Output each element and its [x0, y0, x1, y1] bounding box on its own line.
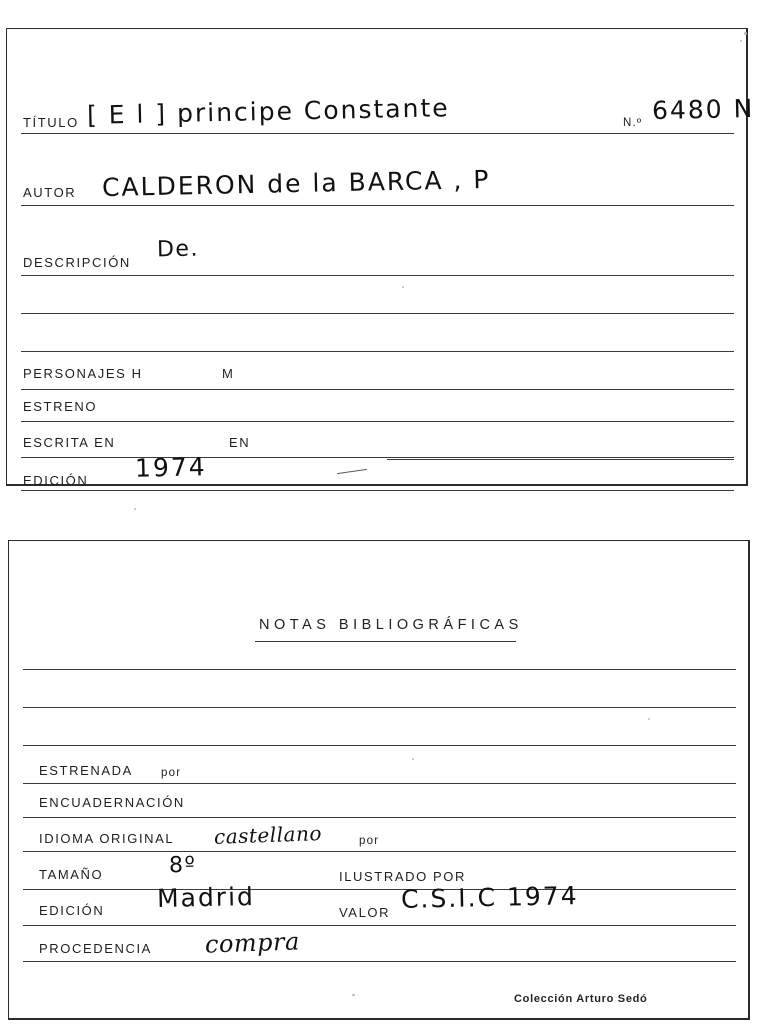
field-label-personajes: PERSONAJES H: [23, 366, 143, 381]
field-label-personajes-m: M: [222, 366, 235, 381]
field-label-titulo: TÍTULO: [23, 115, 79, 130]
rule-idioma: [23, 851, 736, 852]
rule-notes-1: [23, 669, 736, 670]
field-label-valor: VALOR: [339, 905, 391, 920]
rule-descripcion-1: [21, 275, 734, 276]
rule-tamano: [23, 889, 736, 890]
scan-speck: [352, 994, 355, 996]
field-label-tamano: TAMAÑO: [39, 867, 104, 882]
field-value-procedencia: compra: [204, 927, 301, 959]
rule-edicion: [21, 490, 734, 491]
rule-encuadernacion: [23, 817, 736, 818]
scan-speck: [134, 508, 136, 510]
rule-notes-2: [23, 707, 736, 708]
rule-estrenada: [23, 783, 736, 784]
collection-credit: Colección Arturo Sedó: [514, 993, 648, 1005]
rule-notes-underline: [255, 641, 516, 642]
scan-speck: [648, 718, 650, 720]
rule-descripcion-3: [21, 351, 734, 352]
field-label-procedencia: PROCEDENCIA: [39, 941, 152, 956]
rule-edicion-right: [387, 459, 734, 460]
field-label-estrenada: ESTRENADA: [39, 763, 133, 778]
field-suffix-estrenada-por: por: [161, 767, 182, 779]
field-label-escrita-en: ESCRITA EN: [23, 435, 116, 450]
field-value-autor: CALDERON de la BARCA , P: [101, 164, 491, 203]
field-label-en: EN: [229, 435, 251, 450]
field-label-autor: AUTOR: [23, 185, 77, 200]
rule-escrita-en: [21, 457, 734, 458]
scan-speck: [740, 40, 742, 42]
scan-speck: [412, 758, 414, 760]
rule-edicion-back: [23, 925, 736, 926]
rule-procedencia: [23, 961, 736, 962]
rule-notes-3: [23, 745, 736, 746]
field-value-tamano: 8º: [168, 852, 197, 879]
scan-speck: [402, 286, 404, 288]
rule-personajes: [21, 389, 734, 390]
field-label-encuadernacion: ENCUADERNACIÓN: [39, 795, 185, 810]
field-value-numero: 6480 N: [651, 93, 755, 126]
field-label-numero: N.º: [623, 117, 643, 129]
rule-autor: [21, 205, 734, 206]
catalog-card-front: [6, 28, 755, 488]
scan-speck: [744, 32, 747, 35]
field-value-edicion: 1974: [134, 452, 207, 483]
field-value-titulo: [ E l ] principe Constante: [86, 93, 450, 130]
catalog-card-back: [8, 540, 750, 1020]
rule-titulo: [21, 133, 734, 134]
rule-estreno: [21, 421, 734, 422]
field-label-estreno: ESTRENO: [23, 399, 98, 414]
rule-descripcion-2: [21, 313, 734, 314]
field-value-valor: C.S.I.C 1974: [400, 881, 579, 914]
field-label-edicion-back: EDICIÓN: [39, 903, 105, 918]
field-value-descripcion: De.: [156, 236, 200, 263]
stray-pen-mark: [337, 469, 367, 474]
notes-heading: NOTAS BIBLIOGRÁFICAS: [259, 617, 523, 633]
field-suffix-idioma-por: por: [359, 835, 380, 847]
field-value-edicion-back: Madrid: [156, 881, 256, 914]
field-label-idioma-original: IDIOMA ORIGINAL: [39, 831, 175, 846]
field-value-idioma-original: castellano: [213, 821, 323, 849]
field-label-edicion: EDICIÓN: [23, 473, 89, 488]
field-label-ilustrado-por: ILUSTRADO POR: [339, 869, 466, 884]
field-label-descripcion: DESCRIPCIÓN: [23, 255, 131, 270]
